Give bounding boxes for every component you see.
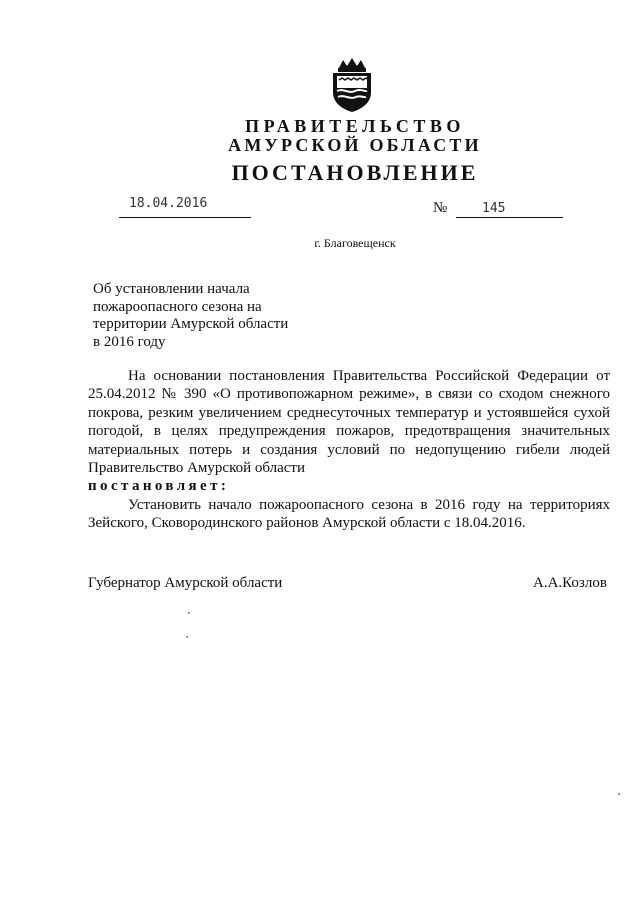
city-name: г. Благовещенск [314, 236, 396, 250]
date-field [119, 196, 251, 218]
coat-of-arms-icon [329, 58, 375, 112]
subject-line: территории Амурской области [93, 316, 289, 332]
signatory-position: Губернатор Амурской области [88, 575, 283, 591]
preamble-paragraph: На основании постановления Правительства Российской Федерации от 25.04.2012 № 390 «О противопожарном режиме», в связи со сходом снежного покрова, резким увеличением среднесуточных температур и устоявшейся сухой погодой, в целях предупреждения пожаров, предотвращения значительных материальных потерь и создания условий по недопущению гибели людей Правительство Амурской области [88, 368, 610, 477]
scan-speck [188, 612, 190, 614]
resolve-word: постановляет: [88, 478, 230, 495]
scan-speck [618, 793, 620, 795]
number-field [456, 200, 563, 218]
document-body [88, 367, 610, 533]
subject-line: пожароопасного сезона на [93, 298, 262, 315]
subject-line: Об установлении начала [93, 281, 250, 297]
number-label: № [433, 200, 448, 216]
document-date: 18.04.2016 [129, 196, 208, 211]
scan-speck [186, 636, 188, 638]
document-type: ПОСТАНОВЛЕНИЕ [231, 160, 479, 185]
decision-paragraph: Установить начало пожароопасного сезона в 2016 году на территориях Зейского, Сковородинского районов Амурской области с 18.04.2016. [88, 496, 610, 532]
subject-line: в 2016 году [93, 333, 166, 350]
government-name-line1: ПРАВИТЕЛЬСТВО [245, 116, 465, 136]
document-number: 145 [482, 201, 506, 216]
document-subject [93, 281, 333, 351]
government-name-line2: АМУРСКОЙ ОБЛАСТИ [228, 135, 482, 155]
signatory-name: А.А.Козлов [533, 575, 607, 591]
